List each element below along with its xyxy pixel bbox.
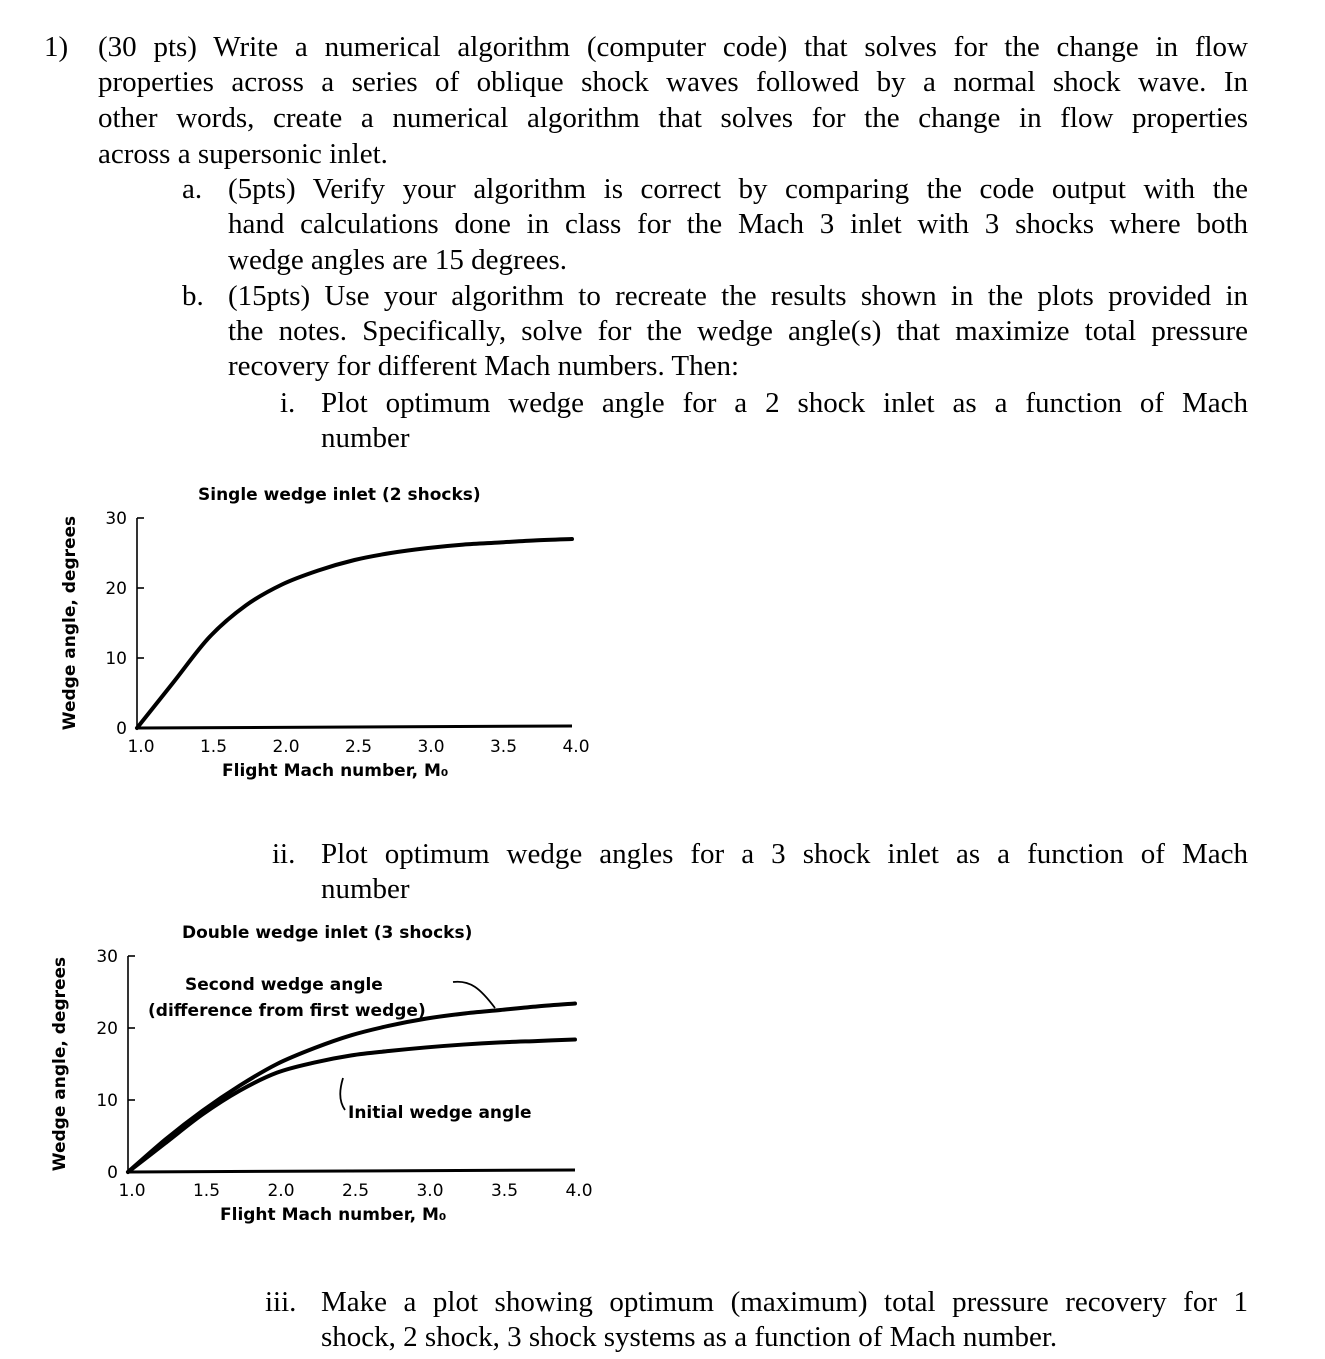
y-tick-label: 20 [105, 579, 127, 599]
sub-ii-label: ii. [272, 838, 296, 870]
y-tick-label: 30 [96, 947, 118, 967]
x-tick-label: 3.5 [489, 737, 518, 757]
part-a-label: a. [182, 173, 203, 205]
y-tick-label: 0 [116, 719, 127, 739]
sub-i-line-1: Plot optimum wedge angle for a 2 shock inlet as a function of Mach [321, 387, 1248, 419]
sub-i-line-2: number [321, 422, 410, 454]
problem-line-3: other words, create a numerical algorithm that solves for the change in flow properties [98, 102, 1248, 134]
series-line-1 [137, 539, 572, 728]
y-tick-label: 0 [107, 1163, 118, 1183]
single-wedge-chart [40, 470, 640, 810]
x-tick-label: 1.0 [118, 1181, 146, 1201]
x-tick-label: 1.5 [192, 1181, 221, 1201]
x-axis-line [137, 726, 572, 728]
y-tick-label: 10 [96, 1091, 118, 1111]
problem-number: 1) [44, 31, 69, 63]
chart-title: Double wedge inlet (3 shocks) [182, 923, 473, 943]
annotation-second-wedge: Second wedge angle [185, 975, 383, 995]
double-wedge-chart [40, 910, 640, 1250]
x-tick-label: 3.0 [417, 737, 445, 757]
y-tick-label: 30 [105, 509, 127, 529]
problem-line-4: across a supersonic inlet. [98, 138, 388, 170]
part-b-line-1: (15pts) Use your algorithm to recreate the results shown in the plots provided in [228, 280, 1248, 312]
sub-ii-line-2: number [321, 873, 410, 905]
problem-line-1: (30 pts) Write a numerical algorithm (computer code) that solves for the change in flow [98, 31, 1248, 63]
x-tick-label: 2.5 [344, 737, 373, 757]
x-tick-label: 4.0 [562, 737, 590, 757]
x-tick-label: 3.5 [490, 1181, 519, 1201]
x-axis-label: Flight Mach number, M₀ [222, 761, 449, 781]
x-tick-label: 2.0 [267, 1181, 295, 1201]
annotation-second-wedge-sub: (difference from first wedge) [148, 1001, 426, 1021]
sub-iii-label: iii. [265, 1286, 297, 1318]
part-a-line-1: (5pts) Verify your algorithm is correct by comparing the code output with the [228, 173, 1248, 205]
x-tick-label: 4.0 [565, 1181, 593, 1201]
x-tick-label: 2.5 [341, 1181, 370, 1201]
x-axis-line [128, 1170, 575, 1172]
sub-ii-line-1: Plot optimum wedge angles for a 3 shock inlet as a function of Mach [321, 838, 1248, 870]
x-tick-label: 3.0 [416, 1181, 444, 1201]
series-line-1 [128, 1004, 575, 1172]
x-tick-label: 1.5 [199, 737, 228, 757]
x-tick-label: 2.0 [272, 737, 300, 757]
sub-iii-line-1: Make a plot showing optimum (maximum) total pressure recovery for 1 [321, 1286, 1248, 1318]
y-axis-label: Wedge angle, degrees [50, 956, 70, 1172]
sub-iii-line-2: shock, 2 shock, 3 shock systems as a function of Mach number. [321, 1321, 1058, 1353]
y-axis-label: Wedge angle, degrees [60, 515, 80, 731]
problem-line-2: properties across a series of oblique shock waves followed by a normal shock wave. In [98, 66, 1248, 98]
part-b-label: b. [182, 280, 204, 312]
part-b-line-2: the notes. Specifically, solve for the wedge angle(s) that maximize total pressure [228, 315, 1248, 347]
annotation-arrow-second [453, 982, 495, 1008]
y-tick-label: 10 [105, 649, 127, 669]
chart-title: Single wedge inlet (2 shocks) [198, 485, 481, 505]
y-tick-label: 20 [96, 1019, 118, 1039]
part-a-line-2: hand calculations done in class for the Mach 3 inlet with 3 shocks where both [228, 208, 1248, 240]
part-b-line-3: recovery for different Mach numbers. Then: [228, 350, 740, 382]
x-tick-label: 1.0 [127, 737, 155, 757]
x-axis-label: Flight Mach number, M₀ [220, 1205, 447, 1225]
annotation-arrow-initial [340, 1078, 345, 1110]
annotation-initial-wedge: Initial wedge angle [348, 1103, 532, 1123]
part-a-line-3: wedge angles are 15 degrees. [228, 244, 567, 276]
sub-i-label: i. [280, 387, 296, 419]
